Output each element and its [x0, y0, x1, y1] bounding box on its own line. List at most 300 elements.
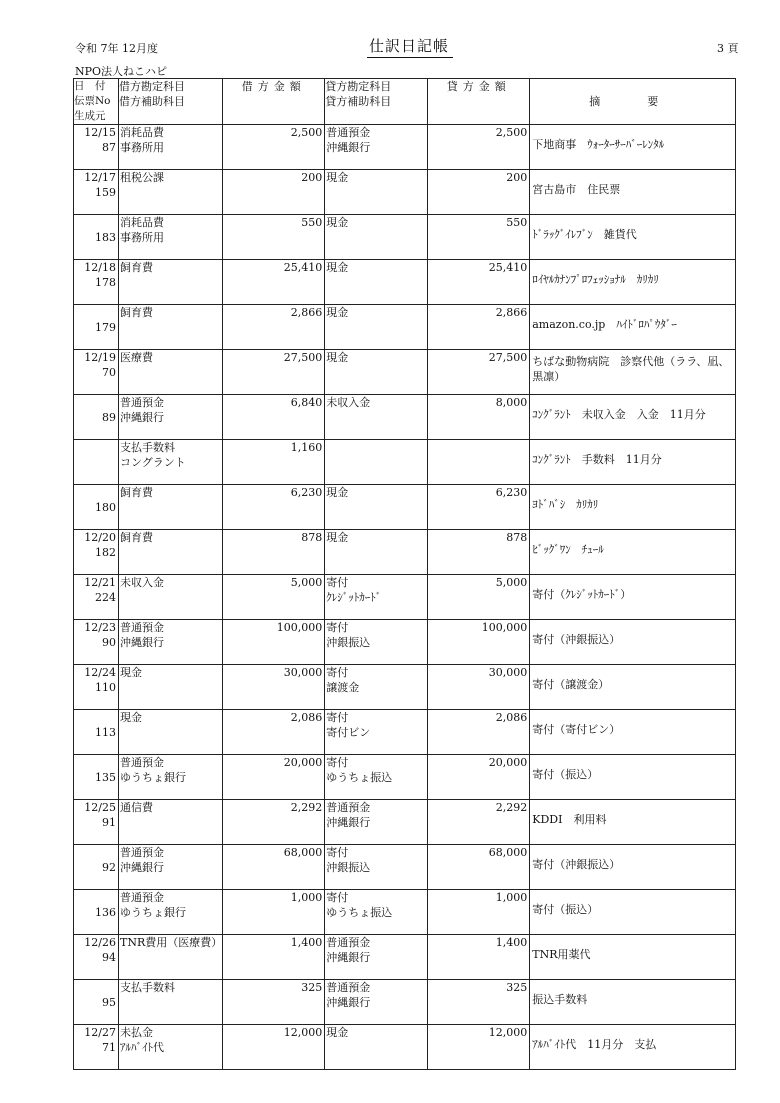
header-debit-sub-label: 借方補助科目 [119, 95, 185, 108]
date-cell [74, 395, 119, 440]
voucher-number: 95 [102, 996, 116, 1009]
debit-account-cell [119, 1025, 223, 1070]
memo-text: 寄付（振込） [532, 767, 599, 781]
credit-sub-account [326, 410, 427, 425]
credit-amount: 68,000 [428, 845, 530, 890]
debit-amount: 325 [223, 980, 325, 1025]
debit-account: 通信費 [120, 801, 153, 814]
entry-date [74, 485, 116, 500]
memo-text: ｺﾝｸﾞﾗﾝﾄ 手数料 11月分 [532, 452, 662, 466]
credit-amount: 550 [428, 215, 530, 260]
debit-amount: 30,000 [223, 665, 325, 710]
entry-date [74, 710, 116, 725]
debit-amount: 2,866 [223, 305, 325, 350]
credit-account-cell [325, 170, 428, 215]
page-title: 仕訳日記帳 [367, 35, 453, 58]
credit-account-cell [325, 125, 428, 170]
debit-amount: 2,500 [223, 125, 325, 170]
table-row [74, 710, 736, 755]
debit-account-cell [119, 890, 223, 935]
header-debit-account [119, 79, 223, 125]
credit-account: 寄付 [326, 756, 349, 769]
voucher-number: 91 [102, 816, 116, 829]
header-credit-account [325, 79, 428, 125]
debit-amount: 1,000 [223, 890, 325, 935]
debit-amount: 6,840 [223, 395, 325, 440]
debit-account: TNR費用（医療費） [120, 936, 223, 949]
debit-amount: 878 [223, 530, 325, 575]
debit-amount: 27,500 [223, 350, 325, 395]
date-cell [74, 755, 119, 800]
table-row [74, 170, 736, 215]
debit-sub-account: コングラント [120, 456, 186, 469]
table-row [74, 260, 736, 305]
memo-cell [530, 350, 736, 395]
debit-account: 租税公課 [120, 171, 164, 184]
debit-account-cell [119, 665, 223, 710]
credit-account: 未収入金 [326, 396, 371, 409]
debit-sub-account [120, 590, 222, 605]
debit-amount: 550 [223, 215, 325, 260]
debit-sub-account [120, 815, 222, 830]
credit-account: 寄付 [326, 891, 349, 904]
credit-account-cell [325, 530, 428, 575]
memo-cell [530, 845, 736, 890]
credit-amount: 325 [428, 980, 530, 1025]
debit-account: 普通預金 [120, 756, 164, 769]
organization-name: NPO法人ねこハピ [75, 65, 168, 78]
voucher-number: 110 [95, 681, 116, 694]
credit-amount: 25,410 [428, 260, 530, 305]
memo-cell [530, 800, 736, 845]
credit-amount: 2,500 [428, 125, 530, 170]
memo-cell [530, 395, 736, 440]
header-memo-label: 摘 要 [589, 95, 677, 108]
voucher-number: 70 [102, 366, 116, 379]
debit-sub-account [120, 185, 222, 200]
voucher-number: 94 [102, 951, 116, 964]
voucher-number: 135 [95, 771, 116, 784]
table-row [74, 350, 736, 395]
credit-account: 普通預金 [326, 801, 371, 814]
debit-amount: 12,000 [223, 1025, 325, 1070]
table-row [74, 125, 736, 170]
entry-date [74, 395, 116, 410]
credit-sub-account [326, 1040, 427, 1055]
table-row [74, 935, 736, 980]
credit-account-cell [325, 215, 428, 260]
credit-amount: 1,400 [428, 935, 530, 980]
credit-sub-account [326, 545, 427, 560]
credit-amount: 2,292 [428, 800, 530, 845]
credit-amount: 2,866 [428, 305, 530, 350]
header-credit-amount-label: 貸方金額 [446, 80, 511, 93]
debit-sub-account [120, 995, 222, 1010]
credit-amount: 8,000 [428, 395, 530, 440]
entry-date: 12/18 [84, 261, 116, 274]
credit-account-cell [325, 575, 428, 620]
journal-ledger-table [73, 78, 736, 1070]
credit-account-cell [325, 305, 428, 350]
credit-sub-account [326, 455, 427, 470]
debit-account-cell [119, 935, 223, 980]
entry-date: 12/17 [84, 171, 116, 184]
voucher-number: 89 [102, 411, 116, 424]
credit-amount: 27,500 [428, 350, 530, 395]
credit-amount: 20,000 [428, 755, 530, 800]
debit-amount: 1,160 [223, 440, 325, 485]
table-row [74, 440, 736, 485]
debit-sub-account [120, 680, 222, 695]
memo-cell [530, 1025, 736, 1070]
table-row [74, 845, 736, 890]
entry-date: 12/25 [84, 801, 116, 814]
credit-account: 寄付 [326, 711, 349, 724]
debit-account: 普通預金 [120, 846, 164, 859]
date-cell [74, 575, 119, 620]
debit-account: 飼育費 [120, 261, 153, 274]
entry-date [74, 845, 116, 860]
header-memo [530, 79, 736, 125]
memo-cell [530, 935, 736, 980]
entry-date [74, 215, 116, 230]
credit-account-cell [325, 395, 428, 440]
header-credit-sub-label: 貸方補助科目 [325, 95, 392, 108]
voucher-number: 179 [95, 321, 116, 334]
table-row [74, 305, 736, 350]
debit-account-cell [119, 845, 223, 890]
debit-account-cell [119, 395, 223, 440]
entry-date [74, 755, 116, 770]
table-row [74, 665, 736, 710]
memo-text: 寄付（沖銀振込） [532, 857, 621, 871]
credit-account: 現金 [326, 171, 349, 184]
credit-account: 普通預金 [326, 981, 371, 994]
date-cell [74, 1025, 119, 1070]
voucher-number: 178 [95, 276, 116, 289]
credit-account: 現金 [326, 351, 349, 364]
entry-date: 12/19 [84, 351, 116, 364]
credit-account: 現金 [326, 306, 349, 319]
debit-account-cell [119, 755, 223, 800]
credit-account: 寄付 [326, 666, 349, 679]
debit-sub-account [120, 365, 222, 380]
memo-text: ちばな動物病院 診察代他（ララ、凪、黒凛） [532, 355, 730, 383]
debit-account-cell [119, 170, 223, 215]
memo-text: ｺﾝｸﾞﾗﾝﾄ 未収入金 入金 11月分 [532, 407, 706, 421]
credit-account: 寄付 [326, 846, 349, 859]
date-cell [74, 980, 119, 1025]
credit-sub-account [326, 500, 427, 515]
date-cell [74, 260, 119, 305]
debit-account-cell [119, 980, 223, 1025]
credit-sub-account: 譲渡金 [326, 681, 360, 694]
voucher-number: 92 [102, 861, 116, 874]
debit-account: 飼育費 [120, 531, 153, 544]
credit-account-cell [325, 755, 428, 800]
voucher-number: 136 [95, 906, 116, 919]
debit-amount: 100,000 [223, 620, 325, 665]
memo-cell [530, 710, 736, 755]
credit-account-cell [325, 845, 428, 890]
debit-account-cell [119, 800, 223, 845]
date-cell [74, 350, 119, 395]
memo-text: 下地商事 ｳｫｰﾀｰｻｰﾊﾞｰﾚﾝﾀﾙ [532, 137, 665, 151]
date-cell [74, 890, 119, 935]
date-cell [74, 845, 119, 890]
date-cell [74, 305, 119, 350]
debit-amount: 68,000 [223, 845, 325, 890]
credit-account-cell [325, 980, 428, 1025]
memo-cell [530, 980, 736, 1025]
date-cell [74, 800, 119, 845]
memo-cell [530, 305, 736, 350]
credit-amount: 2,086 [428, 710, 530, 755]
voucher-number: 159 [95, 186, 116, 199]
credit-amount: 12,000 [428, 1025, 530, 1070]
header-date [74, 79, 119, 125]
voucher-number [74, 455, 116, 470]
table-row [74, 800, 736, 845]
credit-account: 現金 [326, 486, 349, 499]
header-debit-amount [223, 79, 325, 125]
memo-text: 寄付（振込） [532, 902, 599, 916]
table-row [74, 485, 736, 530]
credit-sub-account: 沖銀振込 [326, 861, 371, 874]
debit-account-cell [119, 305, 223, 350]
table-row [74, 395, 736, 440]
debit-account: 未払金 [120, 1026, 153, 1039]
debit-amount: 2,292 [223, 800, 325, 845]
date-cell [74, 440, 119, 485]
table-row [74, 890, 736, 935]
memo-text: ﾛｲﾔﾙｶﾅﾝﾌﾟﾛﾌｪｯｼｮﾅﾙ ｶﾘｶﾘ [532, 272, 659, 286]
debit-sub-account: 沖縄銀行 [120, 411, 164, 424]
debit-account-cell [119, 215, 223, 260]
credit-sub-account [326, 230, 427, 245]
date-cell [74, 125, 119, 170]
voucher-number: 113 [95, 726, 116, 739]
debit-account-cell [119, 125, 223, 170]
voucher-number: 90 [102, 636, 116, 649]
memo-cell [530, 890, 736, 935]
entry-date: 12/23 [84, 621, 116, 634]
credit-account-cell [325, 260, 428, 305]
credit-account: 寄付 [326, 621, 349, 634]
debit-amount: 200 [223, 170, 325, 215]
credit-sub-account [326, 185, 427, 200]
header-row [74, 79, 736, 125]
debit-account: 支払手数料 [120, 441, 175, 454]
credit-sub-account [326, 365, 427, 380]
entry-date: 12/24 [84, 666, 116, 679]
credit-sub-account: ゆうちょ振込 [326, 771, 393, 784]
credit-account: 現金 [326, 261, 349, 274]
credit-account: 現金 [326, 1026, 349, 1039]
credit-sub-account: ｸﾚｼﾞｯﾄｶｰﾄﾞ [326, 591, 382, 604]
voucher-number: 71 [102, 1041, 116, 1054]
credit-amount: 5,000 [428, 575, 530, 620]
debit-sub-account: ゆうちょ銀行 [120, 771, 186, 784]
memo-cell [530, 755, 736, 800]
debit-account: 現金 [120, 666, 142, 679]
debit-sub-account: ｱﾙﾊﾞｲﾄ代 [120, 1041, 164, 1054]
credit-account-cell [325, 935, 428, 980]
credit-account: 現金 [326, 216, 349, 229]
entry-date: 12/20 [84, 531, 116, 544]
debit-sub-account: 沖縄銀行 [120, 861, 164, 874]
debit-account: 普通預金 [120, 621, 164, 634]
voucher-number: 180 [95, 501, 116, 514]
memo-cell [530, 530, 736, 575]
credit-amount: 100,000 [428, 620, 530, 665]
debit-sub-account: 事務所用 [120, 141, 164, 154]
credit-account [326, 440, 427, 455]
memo-cell [530, 440, 736, 485]
memo-text: ｱﾙﾊﾞｲﾄ代 11月分 支払 [532, 1037, 657, 1051]
memo-text: 振込手数料 [532, 992, 588, 1006]
debit-account: 飼育費 [120, 306, 153, 319]
credit-sub-account [326, 275, 427, 290]
debit-sub-account: ゆうちょ銀行 [120, 906, 186, 919]
credit-account-cell [325, 350, 428, 395]
entry-date: 12/26 [84, 936, 116, 949]
memo-cell [530, 260, 736, 305]
memo-text: KDDI 利用料 [532, 812, 607, 826]
debit-account: 医療費 [120, 351, 153, 364]
credit-amount: 1,000 [428, 890, 530, 935]
debit-amount: 6,230 [223, 485, 325, 530]
debit-account: 普通預金 [120, 891, 164, 904]
date-cell [74, 665, 119, 710]
memo-cell [530, 125, 736, 170]
entry-date [74, 440, 116, 455]
entry-date [74, 890, 116, 905]
debit-sub-account [120, 320, 222, 335]
credit-account-cell [325, 1025, 428, 1070]
credit-account-cell [325, 800, 428, 845]
date-cell [74, 485, 119, 530]
debit-account: 消耗品費 [120, 126, 164, 139]
header-debit-amount-label: 借方金額 [241, 80, 306, 93]
debit-account: 飼育費 [120, 486, 153, 499]
table-row [74, 575, 736, 620]
debit-sub-account [120, 725, 222, 740]
memo-text: amazon.co.jp ﾊｲﾄﾞﾛﾊﾟｳﾀﾞｰ [532, 317, 677, 331]
table-row [74, 530, 736, 575]
memo-text: ﾋﾞｯｸﾞﾜﾝ ﾁｭｰﾙ [532, 542, 604, 556]
debit-account-cell [119, 350, 223, 395]
debit-account: 現金 [120, 711, 142, 724]
debit-account-cell [119, 530, 223, 575]
period-label: 令和 7年 12月度 [75, 42, 158, 55]
credit-account-cell [325, 485, 428, 530]
memo-text: 寄付（寄付ビン） [532, 722, 621, 736]
credit-sub-account: 沖縄銀行 [326, 141, 371, 154]
debit-account-cell [119, 620, 223, 665]
date-cell [74, 215, 119, 260]
table-row [74, 215, 736, 260]
debit-account: 支払手数料 [120, 981, 175, 994]
credit-sub-account: ゆうちょ振込 [326, 906, 393, 919]
credit-account-cell [325, 440, 428, 485]
credit-sub-account: 沖縄銀行 [326, 996, 371, 1009]
credit-sub-account [326, 320, 427, 335]
debit-account-cell [119, 440, 223, 485]
memo-cell [530, 170, 736, 215]
debit-amount: 25,410 [223, 260, 325, 305]
debit-sub-account: 事務所用 [120, 231, 164, 244]
credit-account-cell [325, 710, 428, 755]
table-row [74, 755, 736, 800]
debit-account: 消耗品費 [120, 216, 164, 229]
credit-sub-account: 寄付ビン [326, 726, 371, 739]
memo-cell [530, 575, 736, 620]
header-source-label: 生成元 [74, 110, 106, 122]
debit-sub-account: 沖縄銀行 [120, 636, 164, 649]
header-date-label: 日 付 [74, 80, 106, 92]
debit-sub-account [120, 545, 222, 560]
debit-amount: 1,400 [223, 935, 325, 980]
debit-account: 普通預金 [120, 396, 164, 409]
debit-sub-account [120, 275, 222, 290]
credit-amount: 200 [428, 170, 530, 215]
date-cell [74, 170, 119, 215]
page-number: 3 頁 [717, 42, 739, 55]
memo-text: ﾄﾞﾗｯｸﾞｲﾚﾌﾞﾝ 雑貨代 [532, 227, 637, 241]
credit-sub-account: 沖縄銀行 [326, 951, 371, 964]
credit-amount: 30,000 [428, 665, 530, 710]
credit-sub-account: 沖縄銀行 [326, 816, 371, 829]
memo-text: 寄付（譲渡金） [532, 677, 610, 691]
memo-text: 寄付（沖銀振込） [532, 632, 621, 646]
debit-account-cell [119, 710, 223, 755]
entry-date: 12/15 [84, 126, 116, 139]
memo-cell [530, 665, 736, 710]
credit-amount: 878 [428, 530, 530, 575]
table-row [74, 620, 736, 665]
voucher-number: 224 [95, 591, 116, 604]
entry-date [74, 305, 116, 320]
memo-text: 寄付（ｸﾚｼﾞｯﾄｶｰﾄﾞ） [532, 587, 632, 601]
entry-date: 12/21 [84, 576, 116, 589]
voucher-number: 87 [102, 141, 116, 154]
entry-date [74, 980, 116, 995]
credit-account-cell [325, 620, 428, 665]
credit-account: 普通預金 [326, 126, 371, 139]
credit-account: 普通預金 [326, 936, 371, 949]
memo-text: TNR用薬代 [532, 947, 591, 961]
debit-sub-account [120, 950, 222, 965]
credit-sub-account: 沖銀振込 [326, 636, 371, 649]
header-credit-account-label: 貸方勘定科目 [325, 80, 392, 93]
header-credit-amount [428, 79, 530, 125]
debit-account: 未収入金 [120, 576, 164, 589]
memo-cell [530, 215, 736, 260]
debit-amount: 5,000 [223, 575, 325, 620]
credit-account: 現金 [326, 531, 349, 544]
memo-text: ﾖﾄﾞﾊﾞｼ ｶﾘｶﾘ [532, 497, 599, 511]
memo-cell [530, 485, 736, 530]
debit-account-cell [119, 260, 223, 305]
table-row [74, 980, 736, 1025]
credit-account-cell [325, 890, 428, 935]
date-cell [74, 620, 119, 665]
date-cell [74, 530, 119, 575]
debit-account-cell [119, 485, 223, 530]
debit-amount: 2,086 [223, 710, 325, 755]
date-cell [74, 935, 119, 980]
